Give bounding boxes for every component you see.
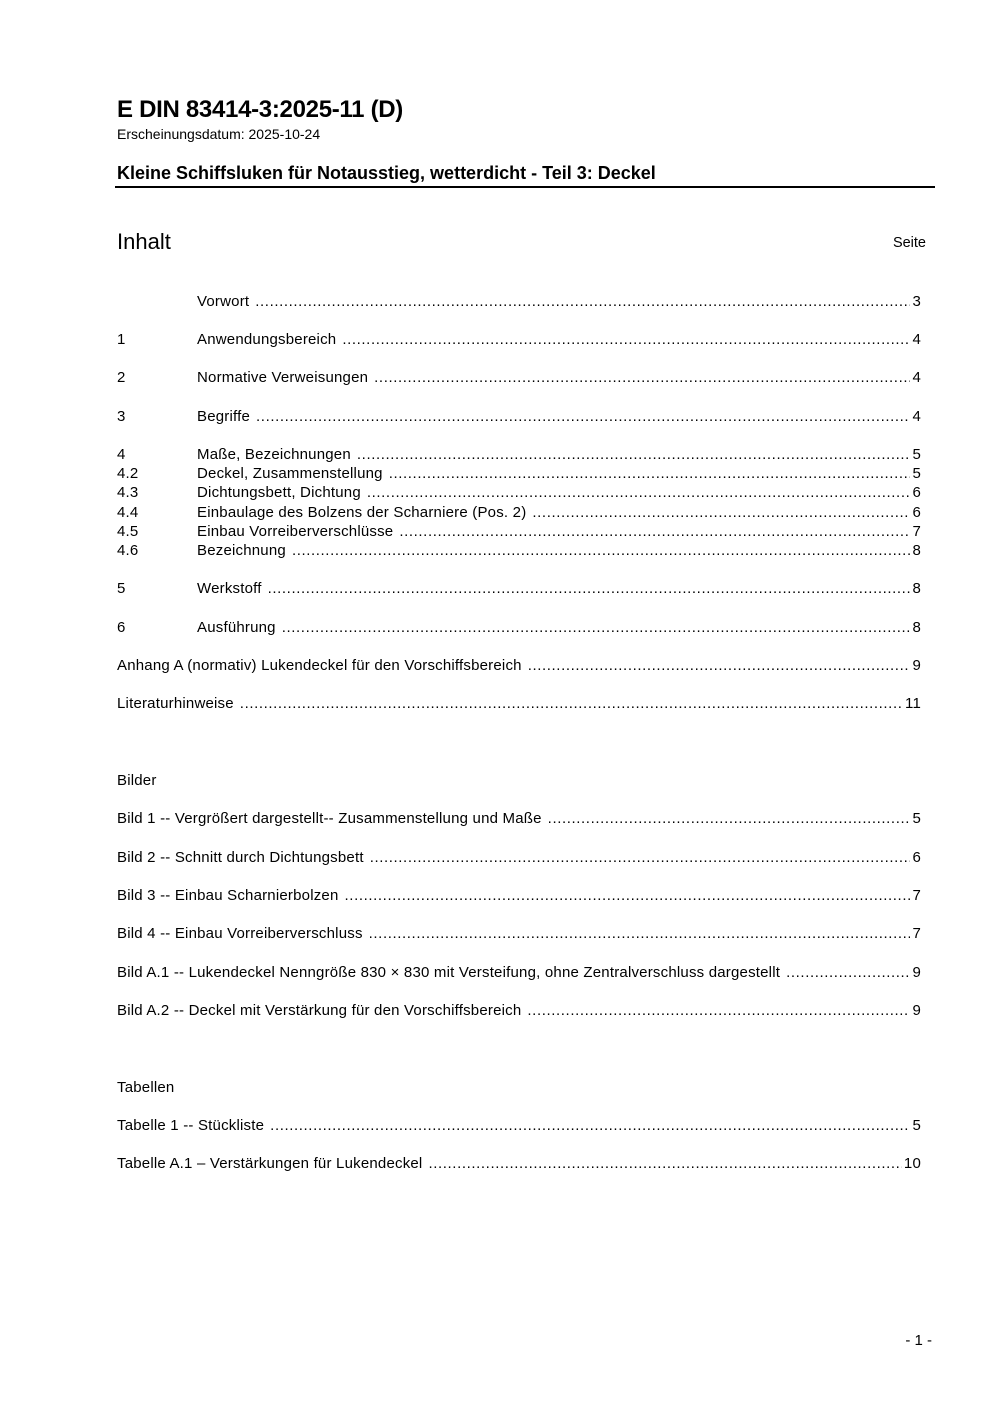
toc-entry-number: 4.6	[117, 542, 139, 559]
table-entry-title: Tabelle A.1 – Verstärkungen für Lukendeckel	[117, 1155, 423, 1172]
leader-dots	[282, 619, 911, 636]
figure-entry-title: Bild 4 -- Einbau Vorreiberverschluss	[117, 925, 363, 942]
contents-heading: Inhalt	[117, 229, 171, 254]
leader-dots	[255, 293, 910, 310]
toc-entry-page: 8	[912, 619, 921, 636]
figure-entry-page: 6	[912, 849, 921, 866]
figure-entry-title: Bild A.1 -- Lukendeckel Nenngröße 830 × 830 mit Versteifung, ohne Zentralverschluss dargestellt	[117, 964, 781, 981]
toc-entry-title: Maße, Bezeichnungen	[197, 446, 351, 463]
toc-entry-number: 3	[117, 408, 126, 425]
document-title: Kleine Schiffsluken für Notausstieg, wetterdicht - Teil 3: Deckel	[117, 163, 656, 183]
toc-entry-page: 8	[912, 542, 921, 559]
toc-entry-page: 5	[912, 465, 921, 482]
toc-entry-title: Anwendungsbereich	[197, 331, 337, 348]
toc-entry-page: 7	[912, 523, 921, 540]
toc-entry-title: Vorwort	[197, 293, 250, 310]
figure-entry-title: Bild A.2 -- Deckel mit Verstärkung für den Vorschiffsbereich	[117, 1002, 522, 1019]
toc-entry-number: 4.2	[117, 465, 139, 482]
toc-entry-title: Dichtungsbett, Dichtung	[197, 484, 361, 501]
page-column-label: Seite	[892, 235, 926, 251]
leader-dots	[369, 925, 911, 942]
figure-entry-title: Bild 2 -- Schnitt durch Dichtungsbett	[117, 849, 364, 866]
leader-dots	[389, 465, 911, 482]
leader-dots	[528, 657, 911, 674]
toc-entry[interactable]	[117, 523, 921, 543]
publication-date: Erscheinungsdatum: 2025-10-24	[117, 126, 321, 142]
leader-dots	[370, 849, 911, 866]
toc-entry[interactable]	[117, 580, 921, 600]
leader-dots	[342, 331, 910, 348]
figure-entry[interactable]	[117, 1002, 921, 1022]
toc-entry-title: Begriffe	[197, 408, 251, 425]
toc-entry-title: Literaturhinweise	[117, 695, 234, 712]
toc-entry[interactable]	[117, 446, 921, 466]
toc-entry-number: 4	[117, 446, 126, 463]
figure-entry-title: Bild 3 -- Einbau Scharnierbolzen	[117, 887, 339, 904]
toc-entry-title: Bezeichnung	[197, 542, 286, 559]
toc-entry-number: 4.5	[117, 523, 139, 540]
table-entry-page: 10	[903, 1155, 921, 1172]
toc-entry-page: 4	[912, 408, 921, 425]
table-entry[interactable]	[117, 1117, 921, 1137]
toc-entry[interactable]	[117, 465, 921, 485]
document-id: E DIN 83414-3:2025-11 (D)	[117, 96, 403, 123]
leader-dots	[532, 504, 910, 521]
figure-entry-page: 5	[912, 810, 921, 827]
title-rule	[115, 186, 935, 188]
toc-entry-title: Deckel, Zusammenstellung	[197, 465, 383, 482]
leader-dots	[786, 964, 910, 981]
toc-entry[interactable]	[117, 619, 921, 639]
leader-dots	[270, 1117, 910, 1134]
table-entry-page: 5	[912, 1117, 921, 1134]
toc-entry-page: 6	[912, 484, 921, 501]
figure-entry-page: 7	[912, 925, 921, 942]
tables-heading: Tabellen	[117, 1079, 175, 1096]
figures-heading: Bilder	[117, 772, 157, 789]
toc-entry-number: 4.3	[117, 484, 139, 501]
toc-entry-page: 11	[905, 695, 921, 712]
toc-entry-page: 4	[912, 369, 921, 386]
figure-entry[interactable]	[117, 887, 921, 907]
leader-dots	[399, 523, 910, 540]
toc-entry[interactable]	[117, 504, 921, 524]
toc-entry-title: Ausführung	[197, 619, 276, 636]
figure-entry-title: Bild 1 -- Vergrößert dargestellt-- Zusammenstellung und Maße	[117, 810, 542, 827]
toc-entry-title: Einbaulage des Bolzens der Scharniere (Pos. 2)	[197, 504, 527, 521]
figure-entry[interactable]	[117, 925, 921, 945]
toc-entry-number: 4.4	[117, 504, 139, 521]
toc-entry[interactable]	[117, 369, 921, 389]
leader-dots	[527, 1002, 910, 1019]
toc-entry-page: 3	[912, 293, 921, 310]
toc-entry-title: Einbau Vorreiberverschlüsse	[197, 523, 394, 540]
figure-entry-page: 9	[912, 964, 921, 981]
toc-entry[interactable]	[117, 542, 921, 562]
figure-entry[interactable]	[117, 810, 921, 830]
table-entry[interactable]	[117, 1155, 921, 1175]
leader-dots	[240, 695, 903, 712]
page-number: - 1 -	[905, 1332, 932, 1349]
leader-dots	[268, 580, 911, 597]
figure-entry-page: 7	[912, 887, 921, 904]
toc-entry-page: 6	[912, 504, 921, 521]
figure-entry[interactable]	[117, 849, 921, 869]
leader-dots	[345, 887, 911, 904]
toc-entry[interactable]	[117, 657, 921, 677]
toc-entry-number: 2	[117, 369, 126, 386]
figure-entry[interactable]	[117, 964, 921, 984]
figure-entry-page: 9	[912, 1002, 921, 1019]
leader-dots	[548, 810, 911, 827]
toc-entry-page: 4	[912, 331, 921, 348]
toc-entry[interactable]	[117, 293, 921, 313]
toc-entry-page: 5	[912, 446, 921, 463]
toc-entry-title: Anhang A (normativ) Lukendeckel für den Vorschiffsbereich	[117, 657, 522, 674]
leader-dots	[367, 484, 911, 501]
toc-entry-page: 9	[912, 657, 921, 674]
leader-dots	[256, 408, 910, 425]
toc-entry-title: Normative Verweisungen	[197, 369, 369, 386]
toc-entry-title: Werkstoff	[197, 580, 262, 597]
toc-entry[interactable]	[117, 695, 921, 715]
toc-entry-number: 5	[117, 580, 126, 597]
toc-entry[interactable]	[117, 408, 921, 428]
leader-dots	[357, 446, 911, 463]
toc-entry-number: 6	[117, 619, 126, 636]
toc-entry[interactable]	[117, 331, 921, 351]
table-entry-title: Tabelle 1 -- Stückliste	[117, 1117, 265, 1134]
toc-entry[interactable]	[117, 484, 921, 504]
leader-dots	[374, 369, 910, 386]
toc-entry-number: 1	[117, 331, 126, 348]
toc-entry-page: 8	[912, 580, 921, 597]
leader-dots	[292, 542, 911, 559]
leader-dots	[428, 1155, 901, 1172]
